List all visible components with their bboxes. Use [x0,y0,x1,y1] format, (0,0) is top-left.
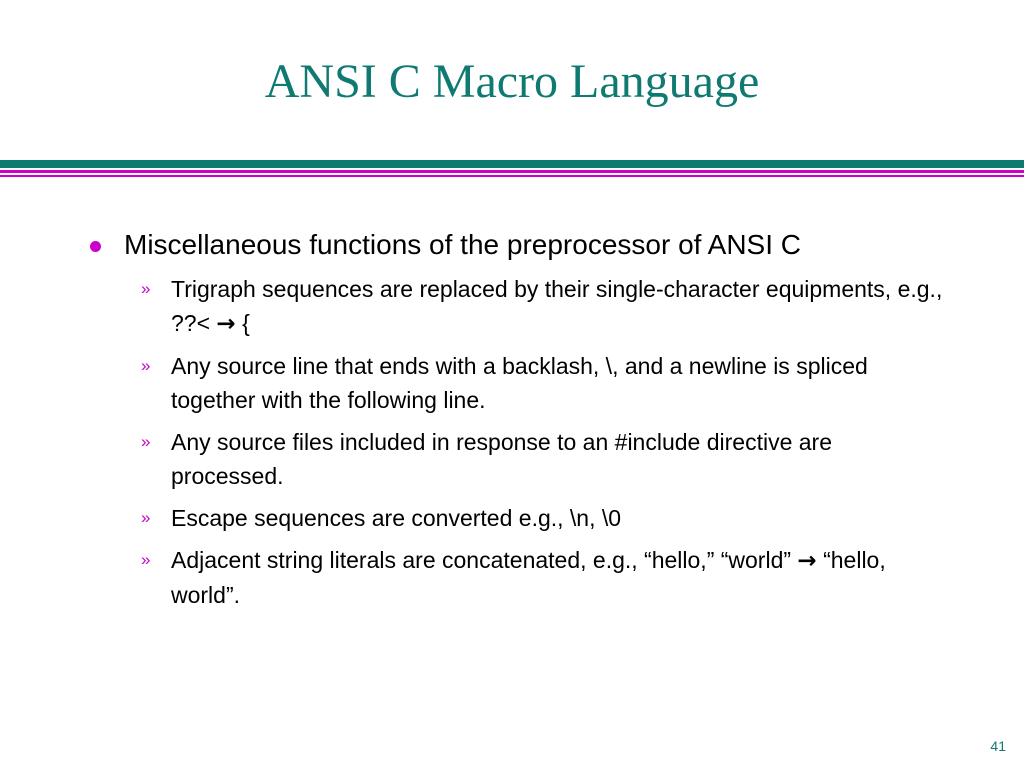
sub-bullet-text: Any source files included in response to an #include directive are processed. [171,429,832,489]
sub-bullet-item [141,543,948,612]
title-divider-magenta-bottom [0,175,1024,177]
bullet-list [88,228,948,620]
sub-bullet-marker-icon: » [141,356,151,375]
sub-bullet-text-tail: “hello, world”. [171,547,886,608]
sub-bullet-marker-icon: » [141,508,151,527]
sub-bullet-item [141,349,948,417]
right-arrow-icon: → [216,311,236,337]
sub-bullet-item [141,501,948,535]
right-arrow-icon: → [797,548,817,574]
sub-bullet-text: Escape sequences are converted e.g., \n, \0 [171,505,622,531]
sub-bullet-marker-icon: » [141,432,151,451]
slide-title: ANSI C Macro Language [264,55,760,108]
sub-bullet-text: Any source line that ends with a backlash, \, and a newline is spliced together with the following line. [171,353,868,413]
sub-bullet-marker-icon: » [141,550,151,569]
sub-bullet-text: Trigraph sequences are replaced by their single-character equipments, e.g., ??< [171,276,943,336]
bullet-dot-icon [90,241,101,252]
sub-bullet-item [141,425,948,493]
title-divider-teal [0,160,1024,168]
title-divider-magenta-top [0,170,1024,173]
bullet-item [88,228,948,262]
page-number: 41 [990,738,1006,754]
sub-bullet-text: Adjacent string literals are concatenated, e.g., “hello,” “world” [171,547,798,573]
sub-bullet-marker-icon: » [141,279,151,298]
sub-bullet-item [141,272,948,341]
sub-bullet-text-tail: { [235,310,250,336]
sub-bullet-list [88,272,948,612]
bullet-text: Miscellaneous functions of the preprocessor of ANSI C [124,229,802,260]
